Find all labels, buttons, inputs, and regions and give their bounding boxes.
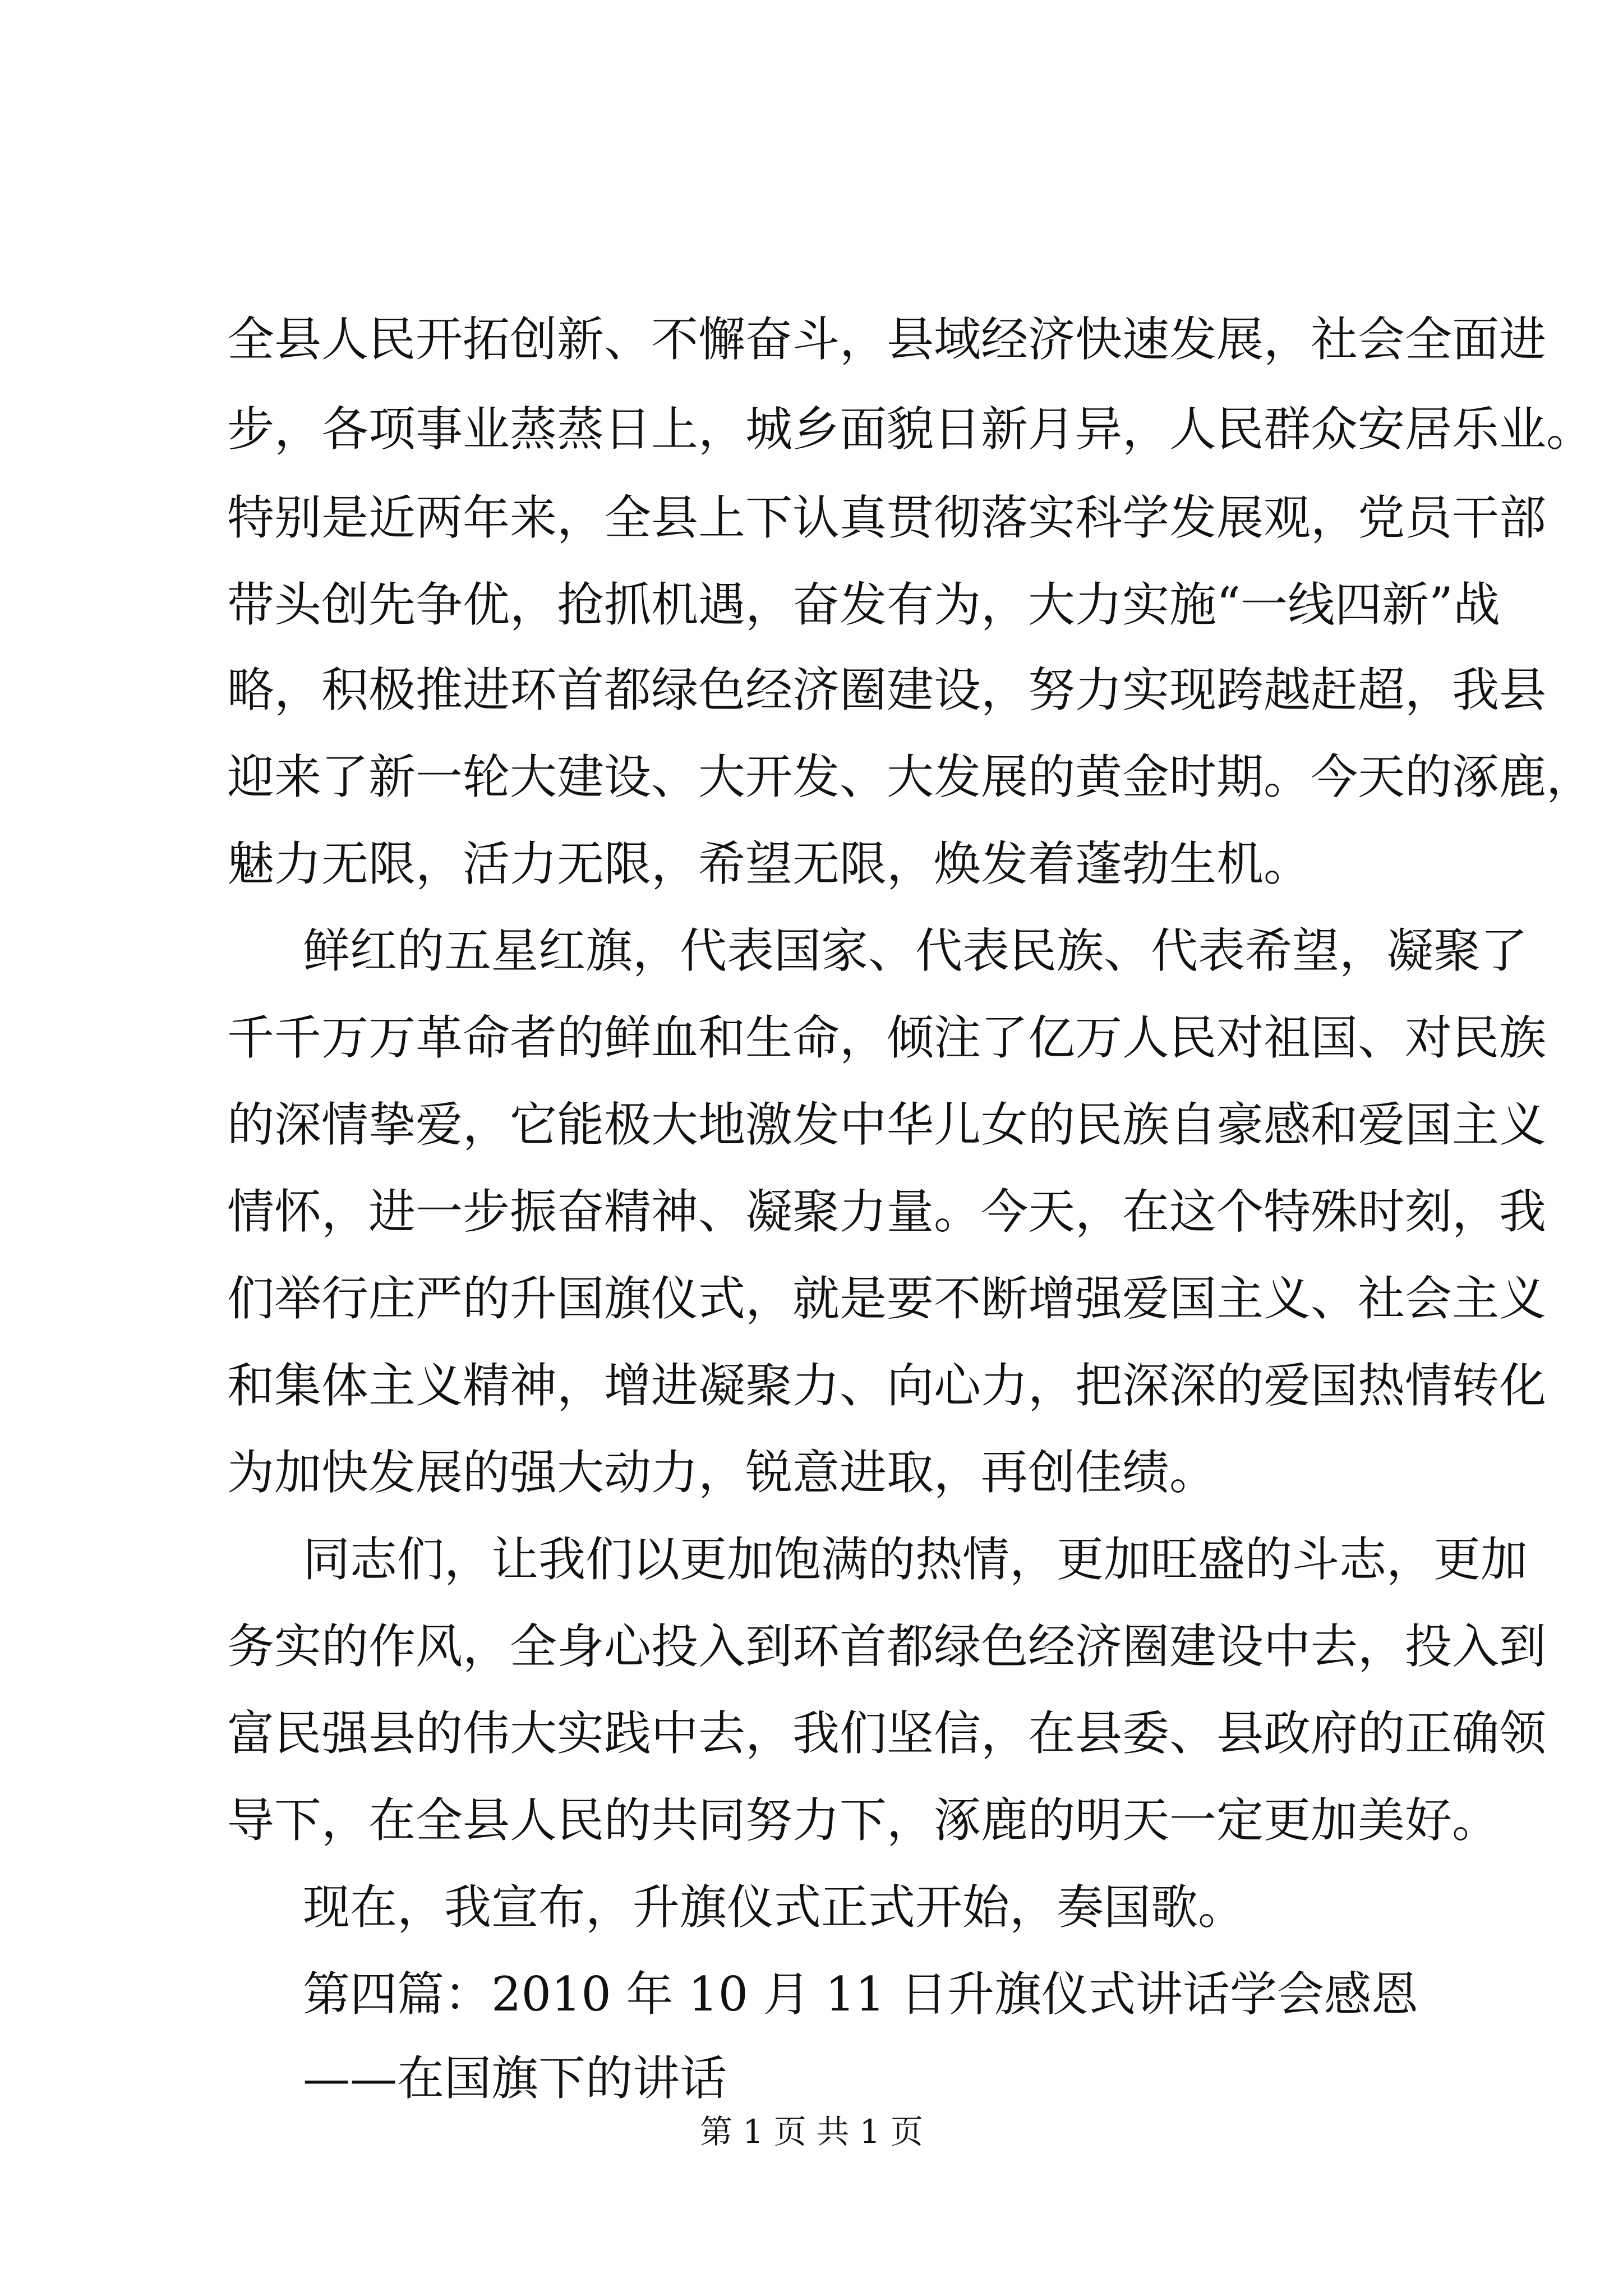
text-line: 导下，在全县人民的共同努力下，涿鹿的明天一定更加美好。 (227, 1793, 1500, 1848)
text-line: 迎来了新一轮大建设、大开发、大发展的黄金时期。今天的涿鹿， (227, 749, 1594, 804)
text-line: 务实的作风，全身心投入到环首都绿色经济圈建设中去，投入到 (227, 1619, 1547, 1674)
text-line: 同志们，让我们以更加饱满的热情，更加旺盛的斗志，更加 (303, 1532, 1528, 1587)
text-line: 的深情挚爱，它能极大地激发中华儿女的民族自豪感和爱国主义 (227, 1097, 1547, 1152)
page-number-footer: 第 1 页 共 1 页 (700, 2113, 923, 2151)
text-line: 现在，我宣布，升旗仪式正式开始，奏国歌。 (303, 1880, 1246, 1935)
text-line: 魅力无限，活力无限，希望无限，焕发着蓬勃生机。 (227, 836, 1311, 891)
text-line: 们举行庄严的升国旗仪式，就是要不断增强爱国主义、社会主义 (227, 1271, 1547, 1326)
text-line: 富民强县的伟大实践中去，我们坚信，在县委、县政府的正确领 (227, 1706, 1547, 1761)
text-line: 步，各项事业蒸蒸日上，城乡面貌日新月异，人民群众安居乐业。 (227, 402, 1594, 457)
text-line: 特别是近两年来，全县上下认真贯彻落实科学发展观，党员干部 (227, 490, 1547, 545)
text-line: 全县人民开拓创新、不懈奋斗，县域经济快速发展，社会全面进 (227, 312, 1547, 367)
text-line: 为加快发展的强大动力，锐意进取，再创佳绩。 (227, 1445, 1217, 1500)
text-line: 情怀，进一步振奋精神、凝聚力量。今天，在这个特殊时刻，我 (227, 1184, 1547, 1239)
text-line: 千千万万革命者的鲜血和生命，倾注了亿万人民对祖国、对民族 (227, 1010, 1547, 1065)
text-line: 带头创先争优，抢抓机遇，奋发有为，大力实施“一线四新”战 (227, 577, 1500, 632)
text-line: 鲜红的五星红旗，代表国家、代表民族、代表希望，凝聚了 (303, 923, 1528, 978)
section-title: 第四篇：2010 年 10 月 11 日升旗仪式讲话学会感恩 (303, 1967, 1419, 2022)
text-line: 和集体主义精神，增进凝聚力、向心力，把深深的爱国热情转化 (227, 1358, 1547, 1413)
text-line: 略，积极推进环首都绿色经济圈建设，努力实现跨越赶超，我县 (227, 662, 1547, 717)
section-subtitle: ——在国旗下的讲话 (303, 2051, 727, 2106)
